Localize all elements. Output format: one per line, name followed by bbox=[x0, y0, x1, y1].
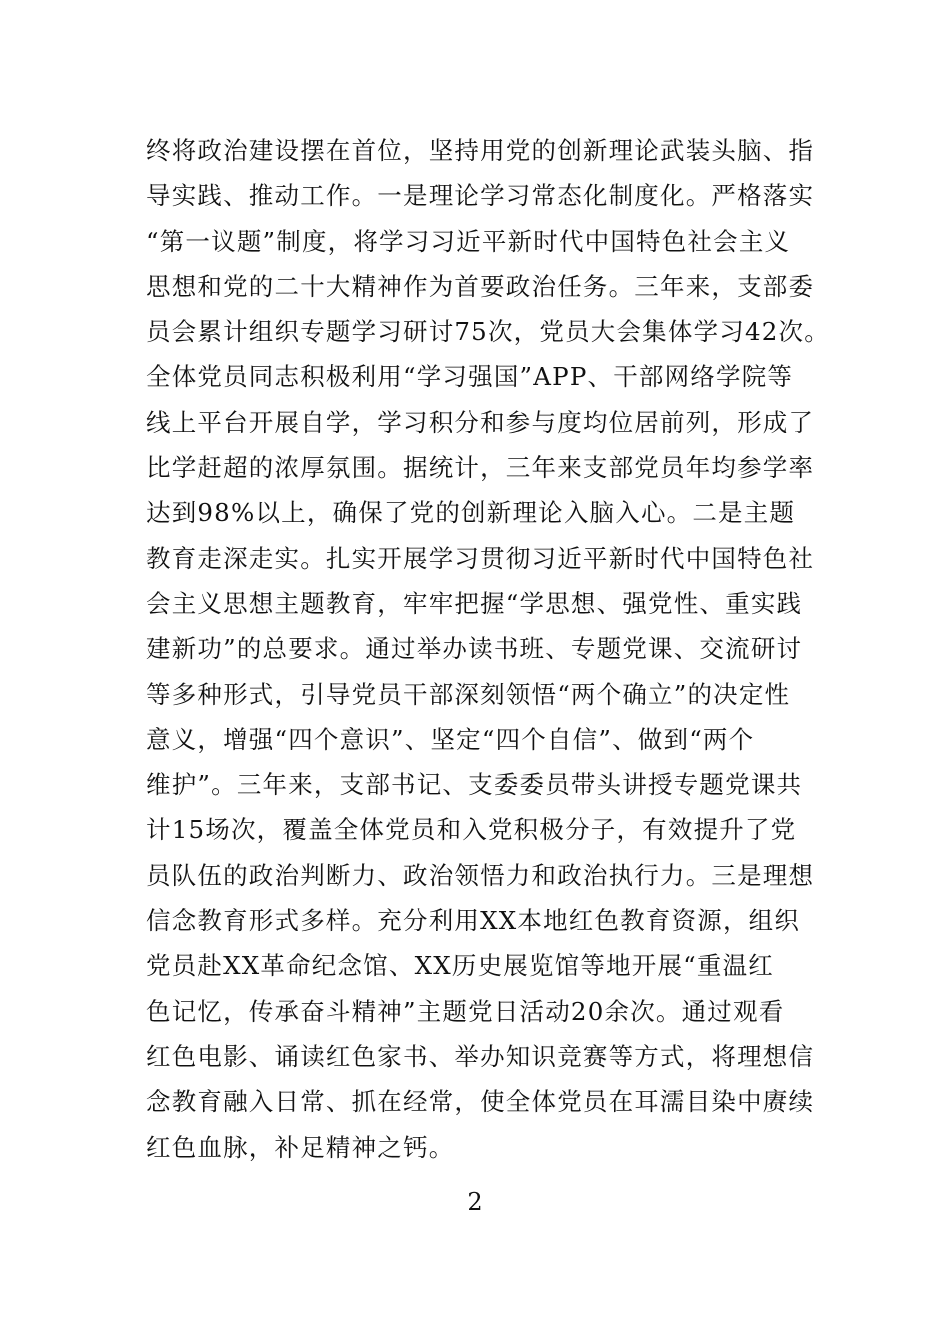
text-line: 信念教育形式多样。充分利用XX本地红色教育资源，组织 bbox=[146, 906, 801, 936]
text-line: 等多种形式，引导党员干部深刻领悟“两个确立”的决定性 bbox=[146, 679, 791, 709]
text-line: 比学赶超的浓厚氛围。据统计，三年来支部党员年均参学率 bbox=[146, 453, 815, 483]
text-line: 党员赴XX革命纪念馆、XX历史展览馆等地开展“重温红 bbox=[146, 951, 774, 981]
body-paragraph bbox=[146, 128, 830, 1170]
text-line: 员队伍的政治判断力、政治领悟力和政治执行力。三是理想 bbox=[146, 860, 815, 890]
text-line: 念教育融入日常、抓在经常，使全体党员在耳濡目染中赓续 bbox=[146, 1087, 815, 1117]
text-line: 计15场次，覆盖全体党员和入党积极分子，有效提升了党 bbox=[146, 815, 797, 845]
text-line: 色记忆，传承奋斗精神”主题党日活动20余次。通过观看 bbox=[146, 996, 785, 1026]
text-line: 红色电影、诵读红色家书、举办知识竞赛等方式，将理想信 bbox=[146, 1041, 815, 1071]
text-line: 全体党员同志积极利用“学习强国”APP、干部网络学院等 bbox=[146, 362, 794, 392]
text-line: 意义，增强“四个意识”、坚定“四个自信”、做到“两个 bbox=[146, 724, 755, 754]
text-line: 维护”。三年来，支部书记、支委委员带头讲授专题党课共 bbox=[146, 770, 803, 800]
text-line: 会主义思想主题教育，牢牢把握“学思想、强党性、重实践 bbox=[146, 588, 803, 618]
text-line: 终将政治建设摆在首位，坚持用党的创新理论武装头脑、指 bbox=[146, 136, 815, 165]
text-line: 达到98%以上，确保了党的创新理论入脑入心。二是主题 bbox=[146, 498, 796, 528]
text-line: 线上平台开展自学，学习积分和参与度均位居前列，形成了 bbox=[146, 407, 815, 437]
text-line: 思想和党的二十大精神作为首要政治任务。三年来，支部委 bbox=[146, 271, 815, 301]
text-line: 导实践、推动工作。一是理论学习常态化制度化。严格落实 bbox=[146, 181, 815, 211]
page-number: 2 bbox=[467, 1188, 483, 1216]
text-line: 红色血脉，补足精神之钙。 bbox=[146, 1132, 455, 1162]
text-line: 员会累计组织专题学习研讨75次，党员大会集体学习42次。 bbox=[146, 317, 830, 347]
text-line: “第一议题”制度，将学习习近平新时代中国特色社会主义 bbox=[146, 226, 791, 256]
text-line: 建新功”的总要求。通过举办读书班、专题党课、交流研讨 bbox=[146, 634, 803, 664]
text-line: 教育走深走实。扎实开展学习贯彻习近平新时代中国特色社 bbox=[146, 543, 815, 573]
